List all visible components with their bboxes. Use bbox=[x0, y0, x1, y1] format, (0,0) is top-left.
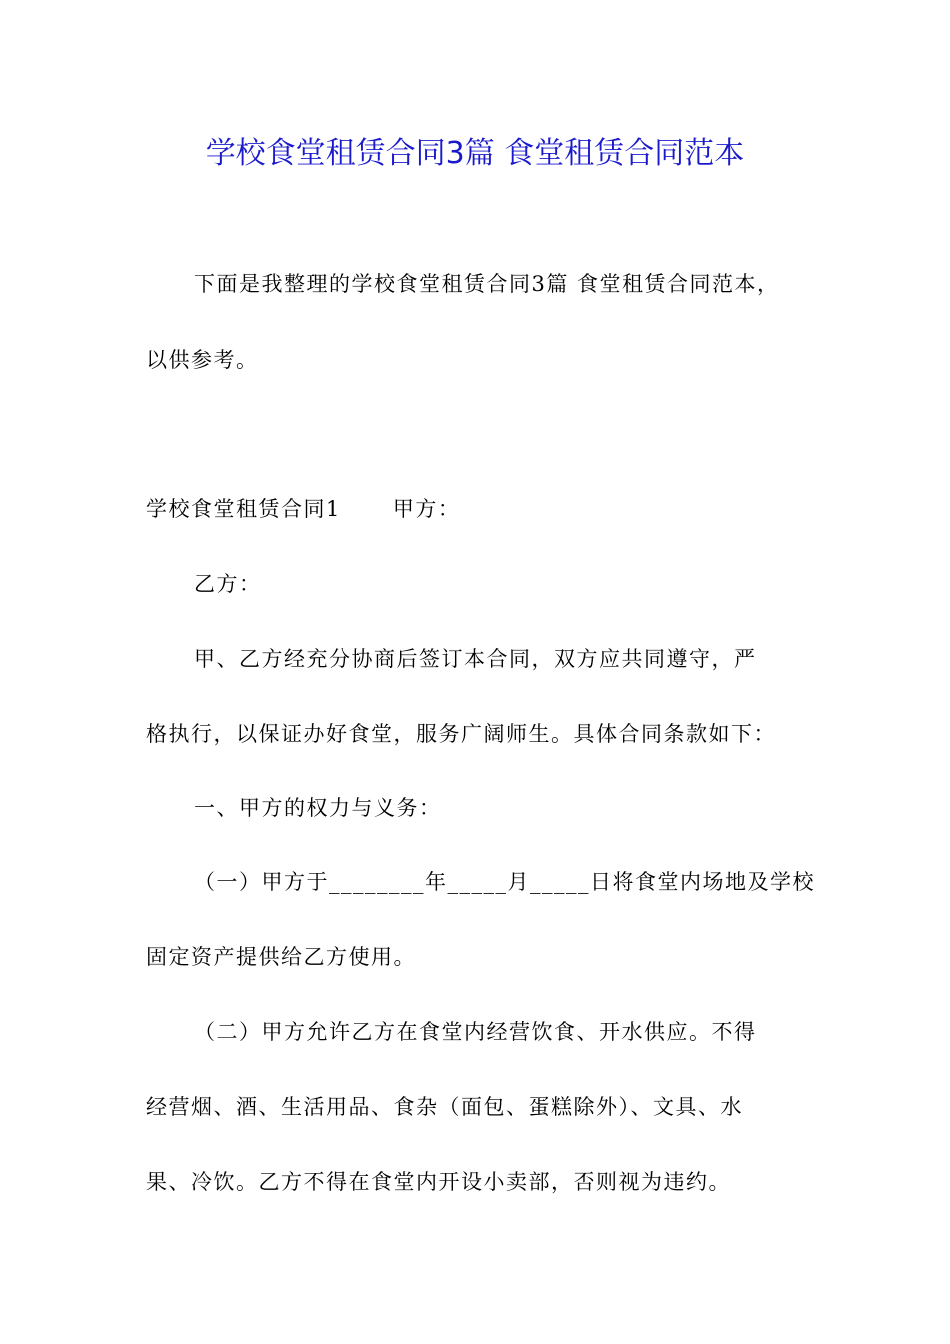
clause-1-line-1: （一）甲方于________年_____月_____日将食堂内场地及学校 bbox=[194, 870, 815, 894]
preamble-line-1: 甲、乙方经充分协商后签订本合同，双方应共同遵守，严 bbox=[194, 647, 757, 671]
document-title: 学校食堂租赁合同3篇 食堂租赁合同范本 bbox=[205, 136, 745, 171]
intro-line-2: 以供参考。 bbox=[146, 348, 259, 372]
preamble-line-2: 格执行，以保证办好食堂，服务广阔师生。具体合同条款如下： bbox=[146, 722, 776, 746]
clause-2-line-1: （二）甲方允许乙方在食堂内经营饮食、开水供应。不得 bbox=[194, 1020, 757, 1044]
clause-2-line-3: 果、冷饮。乙方不得在食堂内开设小卖部，否则视为违约。 bbox=[146, 1170, 731, 1194]
contract-heading: 学校食堂租赁合同1 bbox=[146, 497, 341, 521]
party-b-label: 乙方： bbox=[194, 572, 262, 596]
intro-line-1: 下面是我整理的学校食堂租赁合同3篇 食堂租赁合同范本， bbox=[194, 272, 780, 296]
contract-heading-row bbox=[146, 491, 816, 528]
clause-2-line-2: 经营烟、酒、生活用品、食杂（面包、蛋糕除外）、文具、水 bbox=[146, 1095, 743, 1119]
clause-1-line-2: 固定资产提供给乙方使用。 bbox=[146, 945, 416, 969]
section-heading: 一、甲方的权力与义务： bbox=[194, 796, 442, 820]
party-a-label: 甲方： bbox=[392, 497, 461, 521]
